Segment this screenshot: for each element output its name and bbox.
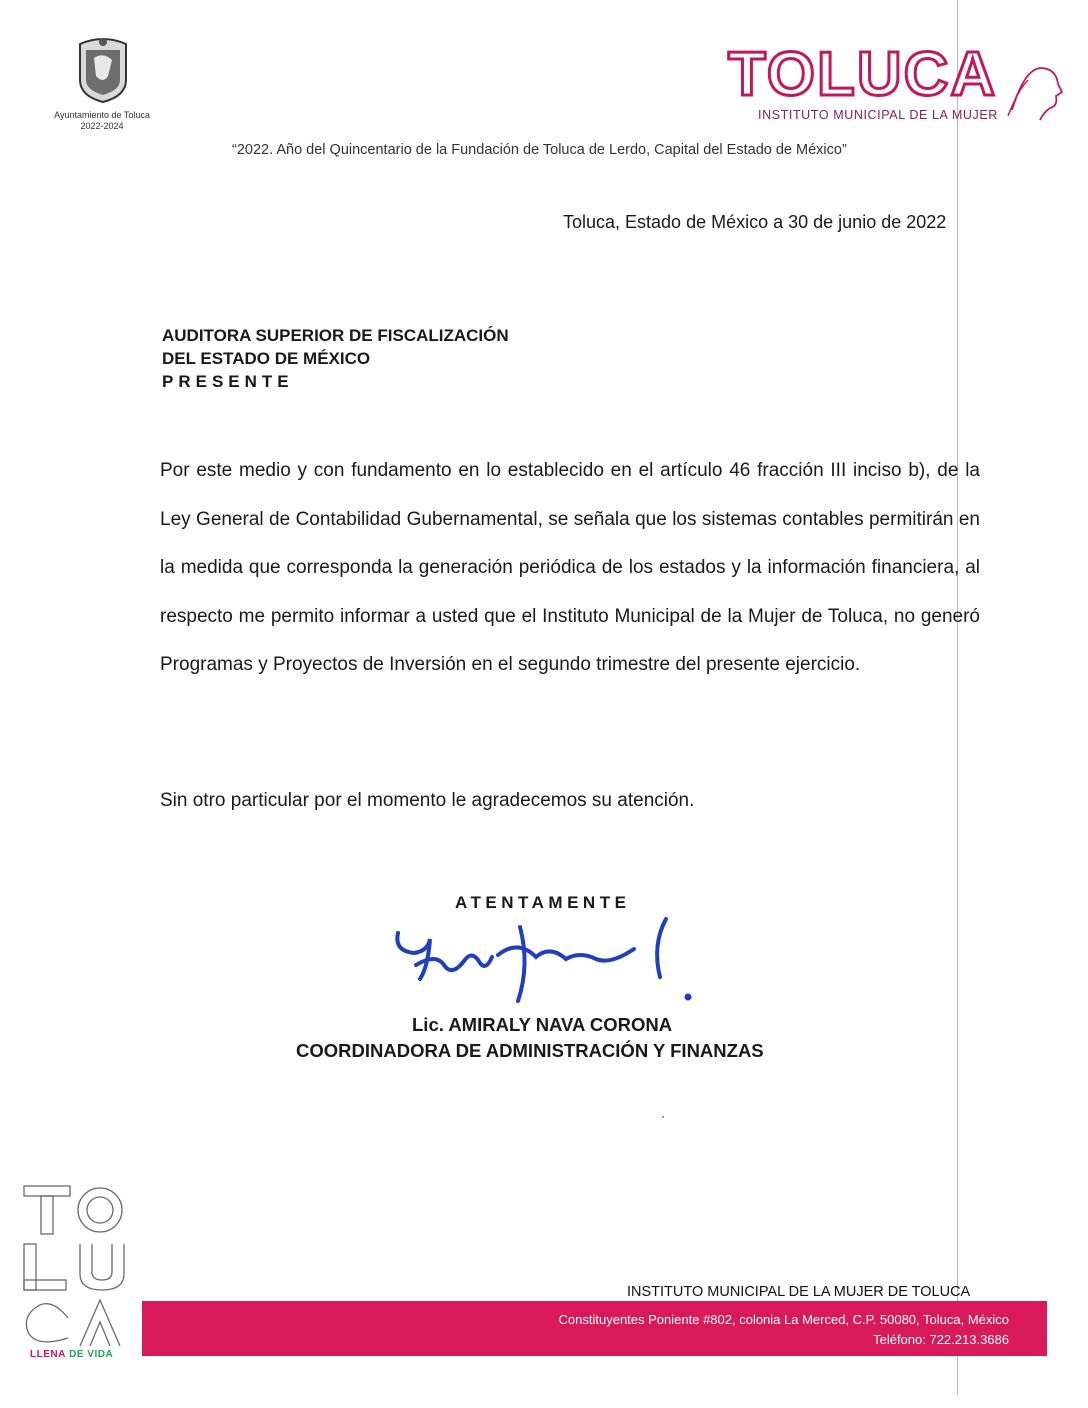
footer-contact-band: [142, 1301, 1047, 1356]
official-motto: “2022. Año del Quincentario de la Fundación de Toluca de Lerdo, Capital del Estado de México”: [232, 142, 847, 158]
addressee-line1: AUDITORA SUPERIOR DE FISCALIZACIÓN: [162, 326, 509, 345]
place-and-date: Toluca, Estado de México a 30 de junio de 2022: [563, 212, 947, 232]
footer-organization: INSTITUTO MUNICIPAL DE LA MUJER DE TOLUCA: [627, 1284, 971, 1300]
toluca-stacked-logo: [22, 1182, 132, 1352]
signer-title: COORDINADORA DE ADMINISTRACIÓN Y FINANZAS: [296, 1040, 764, 1061]
letter-closing: Sin otro particular por el momento le agradecemos su atención.: [160, 790, 695, 811]
tagline-part2: DE VIDA: [69, 1349, 114, 1360]
salutation: ATENTAMENTE: [455, 893, 631, 912]
addressee-block: [162, 324, 509, 393]
woman-profile-icon: [1004, 50, 1064, 130]
seal-caption-line1: Ayuntamiento de Toluca: [54, 110, 150, 120]
municipal-seal-icon: [74, 36, 132, 104]
brand-subtitle: INSTITUTO MUNICIPAL DE LA MUJER: [758, 108, 998, 122]
scan-speck: [662, 1116, 664, 1118]
footer-tagline: [30, 1349, 113, 1360]
signer-name: Lic. AMIRALY NAVA CORONA: [412, 1014, 673, 1035]
footer-phone: Teléfono: 722.213.3686: [873, 1332, 1009, 1347]
addressee-line2: DEL ESTADO DE MÉXICO: [162, 349, 371, 368]
seal-caption: [40, 110, 164, 132]
footer-address: Constituyentes Poniente #802, colonia La Merced, C.P. 50080, Toluca, México: [558, 1312, 1009, 1327]
handwritten-signature: [390, 905, 710, 1005]
brand-name: TOLUCA: [728, 40, 998, 109]
tagline-part1: LLENA: [30, 1349, 66, 1360]
addressee-line3: PRESENTE: [162, 372, 294, 391]
letter-body: Por este medio y con fundamento en lo establecido en el artículo 46 fracción III inciso b), de la Ley General de Contabilidad Gubernamental, se señala que los sistemas contables permitirán en la medida que corresponda la generación periódica de los estados y la información financiera, al respecto me permito informar a usted que el Instituto Municipal de la Mujer de Toluca, no generó Programas y Proyectos de Inversión en el segundo trimestre del presente ejercicio.: [160, 460, 980, 675]
seal-caption-line2: 2022-2024: [80, 121, 124, 131]
page-fold-line: [957, 0, 958, 1395]
institute-logo: [728, 40, 1048, 134]
